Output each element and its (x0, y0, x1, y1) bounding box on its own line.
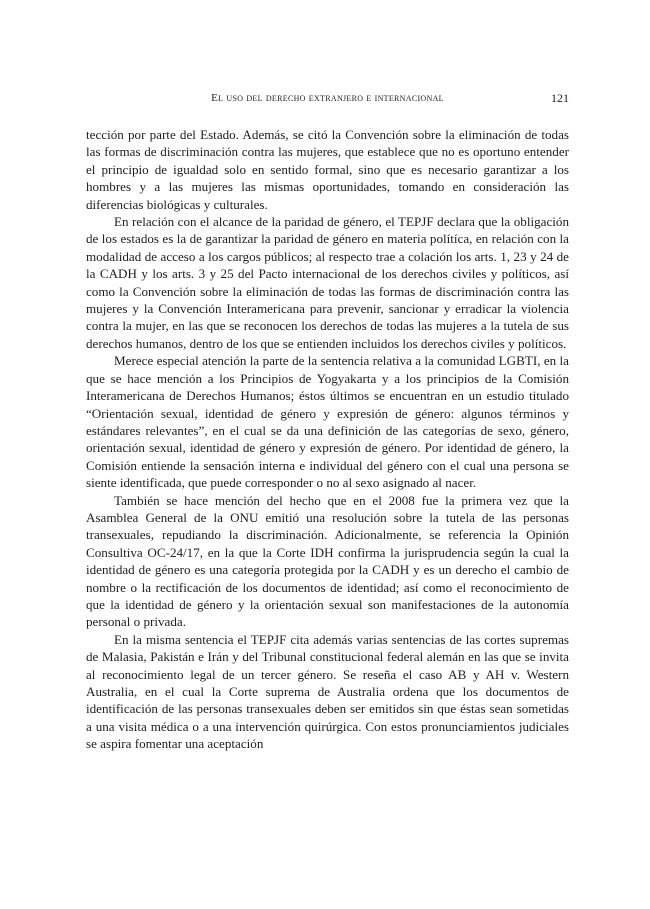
paragraph: También se hace mención del hecho que en el 2008 fue la primera vez que la Asamblea General de la ONU emitió una resolución sobre la tutela de las personas transexuales, repudiando la discriminación. Adicionalmente, se referencia la Opinión Consultiva OC-24/17, en la que la Corte IDH confirma la jurisprudencia según la cual la identidad de género es una categoría protegida por la CADH y es un derecho el cambio de nombre o la rectificación de los documentos de identidad; así como el reconocimiento de que la identidad de género y la orientación sexual son manifestaciones de la autonomía personal o privada. (86, 492, 569, 630)
paragraph-continuation: tección por parte del Estado. Además, se citó la Convención sobre la eliminación de todas las formas de discriminación contra las mujeres, que establece que no es oportuno entender el principio de igualdad solo en sentido formal, sino que es necesario garantizar a los hombres y a las mujeres las mismas oportunidades, tomando en consideración las diferencias biológicas y culturales. (86, 127, 569, 212)
paragraph: Merece especial atención la parte de la sentencia relativa a la comunidad LGBTI, en la que se hace mención a los Principios de Yogyakarta y a los principios de la Comisión Interamericana de Derechos Humanos; éstos últimos se encuentran en un estudio titulado “Orientación sexual, identidad de género y expresión de género: algunos términos y estándares relevantes”, en el cual se da una definición de las categorías de sexo, género, orientación sexual, identidad de género y expresión de género. Por identidad de género, la Comisión entiende la sensación interna e individual del género con el cual una persona se siente identificada, que puede corresponder o no al sexo asignado al nacer. (86, 353, 569, 491)
paragraph: En relación con el alcance de la paridad de género, el TEPJF declara que la obligación de los estados es la de garantizar la paridad de género en materia polítíca, en relación con la modalidad de acceso a los cargos públicos; al respecto trae a colación los arts. 1, 23 y 24 de la CADH y los arts. 3 y 25 del Pacto internacional de los derechos civiles y políticos, así como la Convención sobre la eliminación de todas las formas de discriminación contra las mujeres y la Convención Interamericana para prevenir, sancionar y erradicar la violencia contra la mujer, en las que se reconocen los derechos de todas las mujeres a la tutela de sus derechos humanos, dentro de los que se entienden incluidos los derechos civiles y políticos. (86, 214, 569, 351)
page-number: 121 (551, 91, 569, 105)
paragraph: En la misma sentencia el TEPJF cita además varias sentencias de las cortes supremas de Malasia, Pakistán e Irán y del Tribunal constitucional federal alemán en las que se invita al reconocimiento legal de un tercer género. Se reseña el caso AB y AH v. Western Australia, en el cual la Corte suprema de Australia ordena que los documentos de identificación de las personas transexuales deben ser emitidos sin que éstas sean sometidas a una visita médica o a una intervención quirúrgica. Con estos pronunciamientos judiciales se aspira fomentar una aceptación (86, 631, 569, 752)
running-title: El uso del derecho extranjero e internacional (211, 92, 444, 104)
running-header (86, 91, 569, 105)
body-text (86, 126, 569, 753)
